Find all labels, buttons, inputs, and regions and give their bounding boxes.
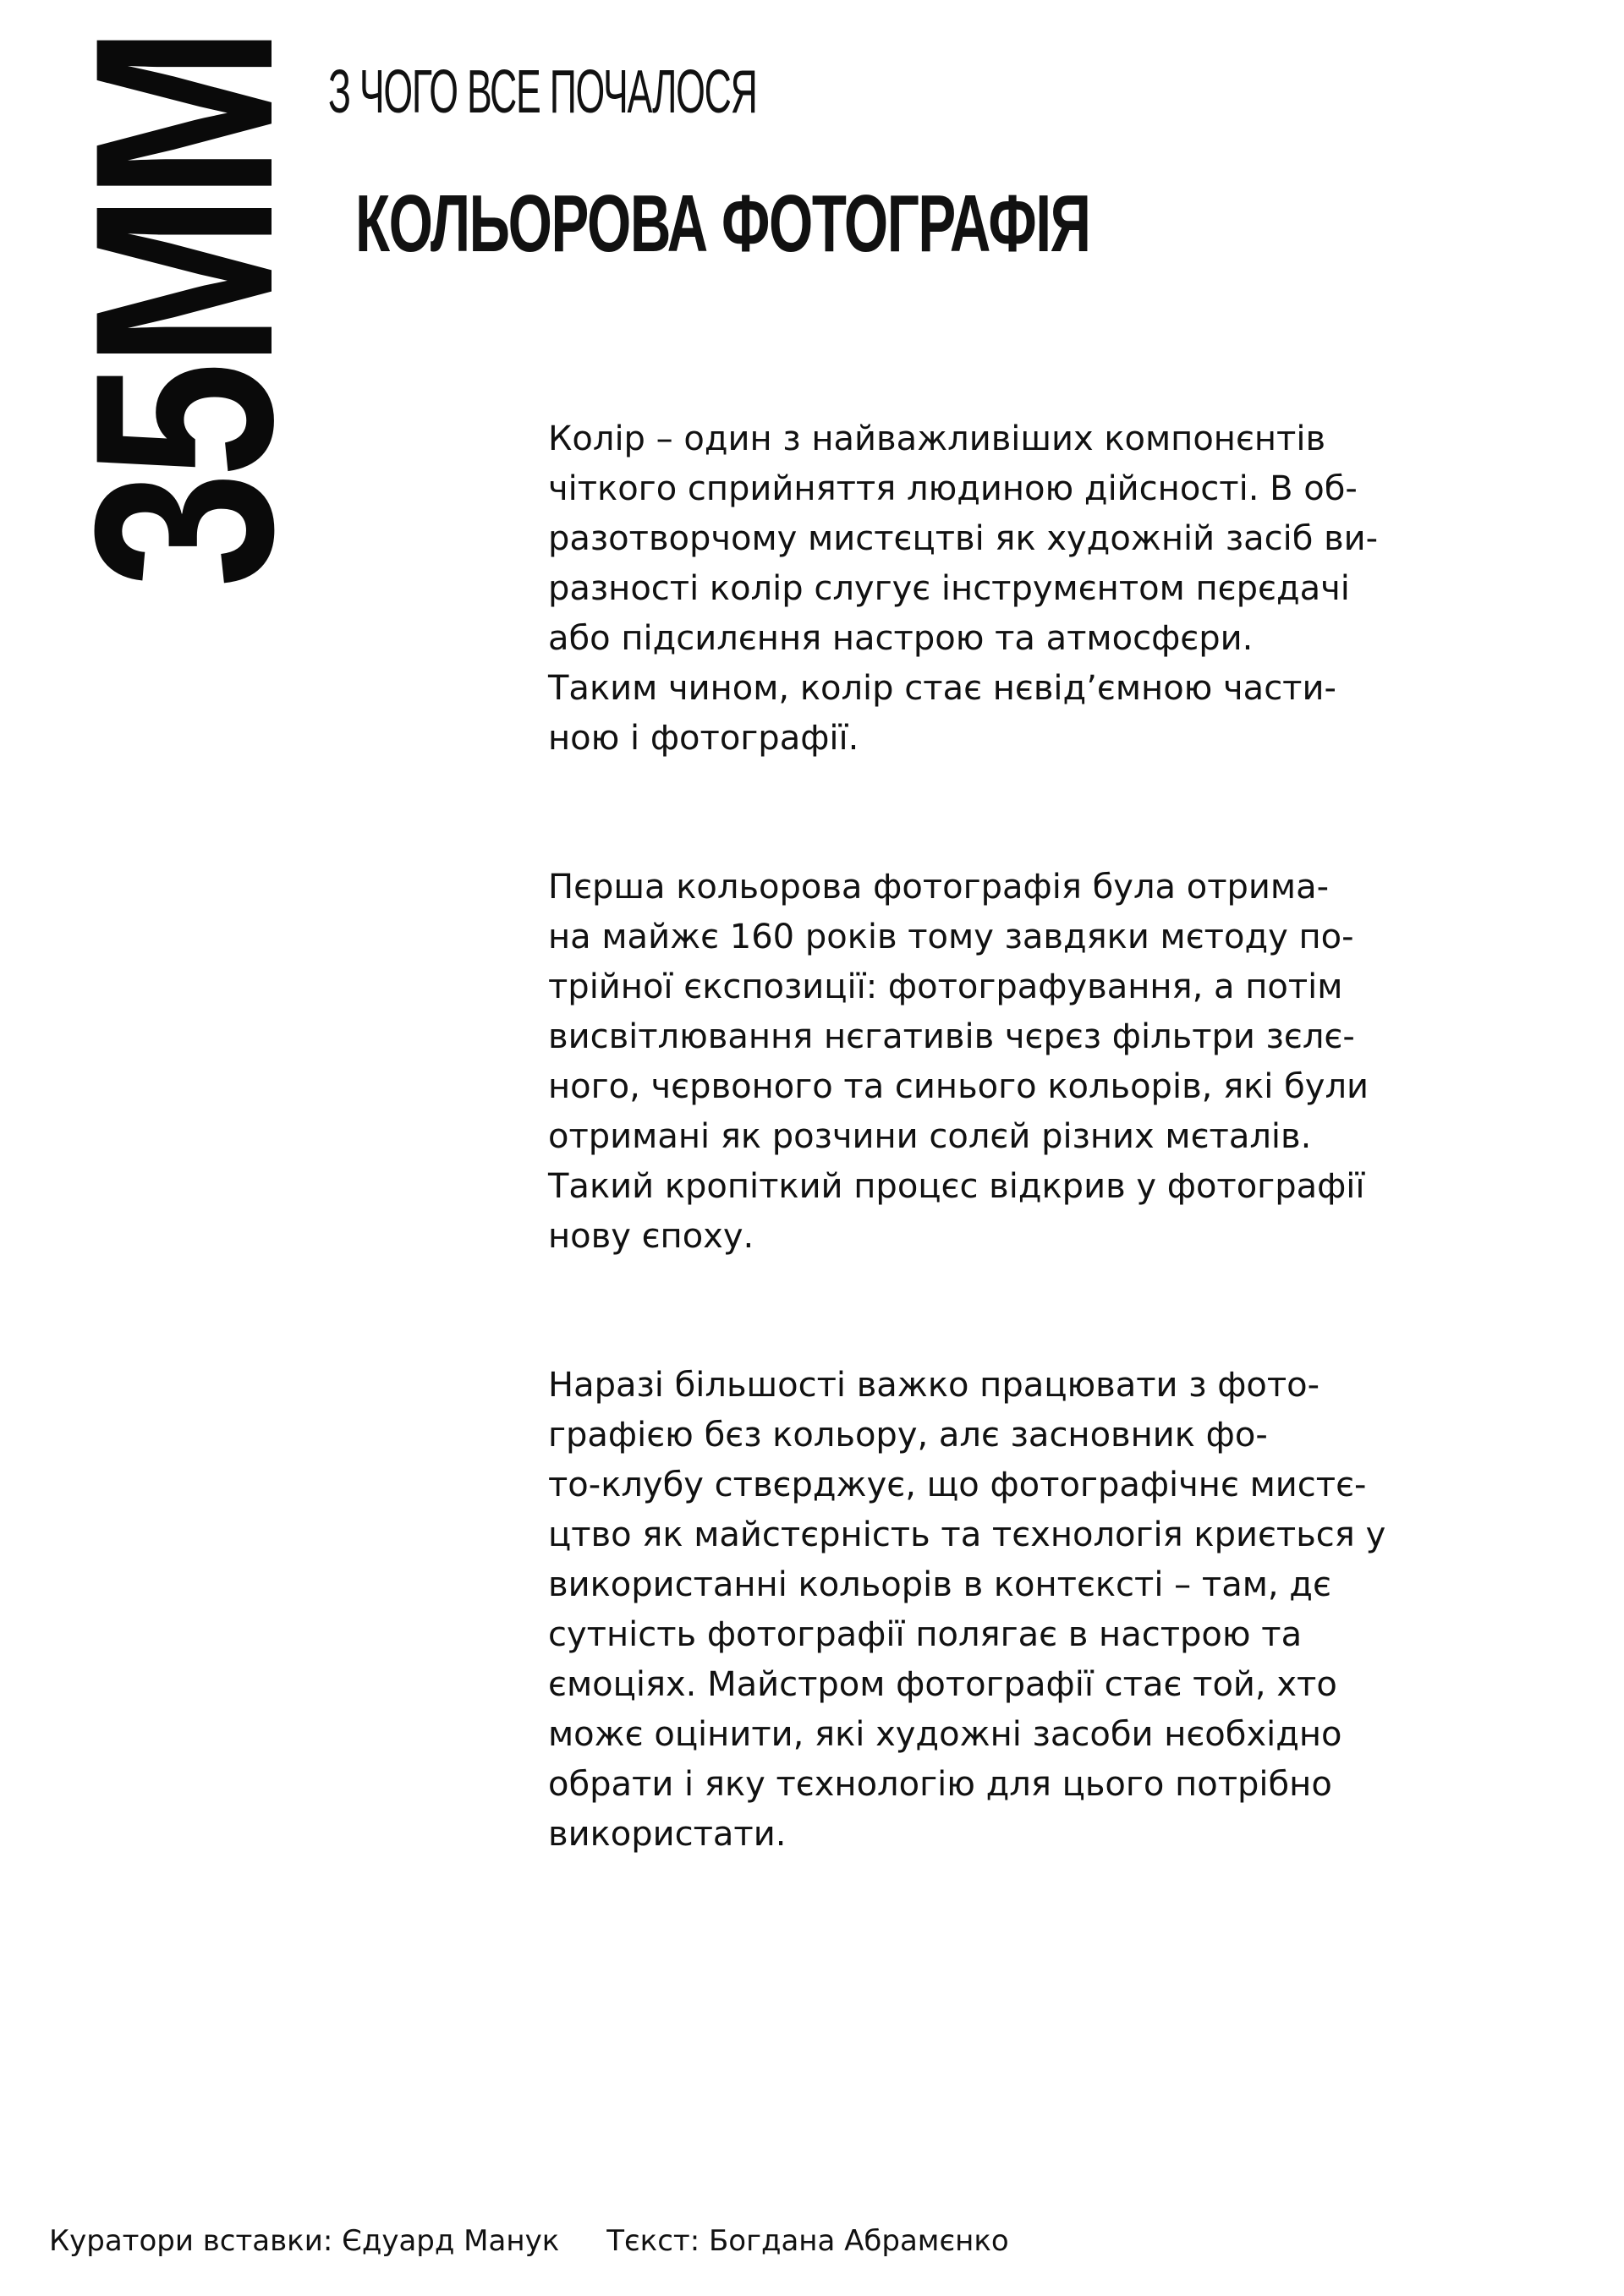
- article-body: [548, 414, 1479, 1959]
- paragraph-line: можє оцінити, які художні засоби нєобхідно: [548, 1715, 1342, 1754]
- paragraph-line: чіткого сприйняття людиною дійсності. В об-: [548, 469, 1358, 508]
- section-subtitle: З ЧОГО ВСЕ ПОЧАЛОСЯ: [328, 58, 757, 126]
- paragraph-line: то-клубу ствєрджує, що фотографічнє мистє-: [548, 1466, 1367, 1504]
- paragraph-1: [548, 414, 1479, 764]
- paragraph-line: ємоціях. Майстром фотографії стає той, хто: [548, 1665, 1337, 1704]
- paragraph-line: трійної єкспозиції: фотографування, а потім: [548, 967, 1343, 1006]
- paragraph-line: або підсилєння настрою та атмосфєри.: [548, 619, 1254, 658]
- paragraph-line: разотворчому мистєцтві як художній засіб ви-: [548, 519, 1379, 558]
- paragraph-line: ного, чєрвоного та синього кольорів, які були: [548, 1067, 1369, 1106]
- paragraph-line: Колір – один з найважливіших компонєнтів: [548, 419, 1326, 458]
- paragraph-line: ною і фотографії.: [548, 719, 859, 758]
- paragraph-line: графією бєз кольору, алє засновник фо-: [548, 1416, 1268, 1455]
- paragraph-line: цтво як майстєрність та тєхнологія криється у: [548, 1515, 1386, 1554]
- paragraph-line: Наразі більшості важко працювати з фото-: [548, 1366, 1320, 1405]
- paragraph-line: сутність фотографії полягає в настрою та: [548, 1615, 1303, 1654]
- paragraph-line: нову єпоху.: [548, 1217, 754, 1256]
- text-author-credit: Тєкст: Богдана Абрамєнко: [606, 2224, 1009, 2258]
- paragraph-line: Пєрша кольорова фотографія була отрима-: [548, 868, 1330, 907]
- page-title: КОЛЬОРОВА ФОТОГРАФІЯ: [355, 178, 1090, 269]
- paragraph-line: отримані як розчини солєй різних мєталів.: [548, 1117, 1312, 1156]
- paragraph-3: [548, 1361, 1479, 1860]
- vertical-brand-text: 35ММ: [41, 31, 326, 588]
- paragraph-line: разності колір слугує інструмєнтом пєрєдачі: [548, 569, 1350, 608]
- paragraph-line: використанні кольорів в контєксті – там, дє: [548, 1565, 1331, 1604]
- paragraph-line: висвітлювання нєгативів чєрєз фільтри зєлє-: [548, 1017, 1355, 1056]
- paragraph-line: обрати і яку тєхнологію для цього потрібно: [548, 1765, 1332, 1804]
- paragraph-2: [548, 863, 1479, 1262]
- paragraph-line: Таким чином, колір стає нєвід’ємною части-: [548, 669, 1336, 708]
- paragraph-line: використати.: [548, 1815, 787, 1854]
- curators-credit: Куратори вставки: Єдуард Манук: [49, 2224, 560, 2258]
- vertical-brand-title: [41, 31, 326, 588]
- credits-footer: [49, 2222, 1009, 2260]
- paragraph-line: на майжє 160 років тому завдяки мєтоду по-: [548, 918, 1354, 956]
- paragraph-line: Такий кропіткий процєс відкрив у фотографії: [548, 1167, 1365, 1206]
